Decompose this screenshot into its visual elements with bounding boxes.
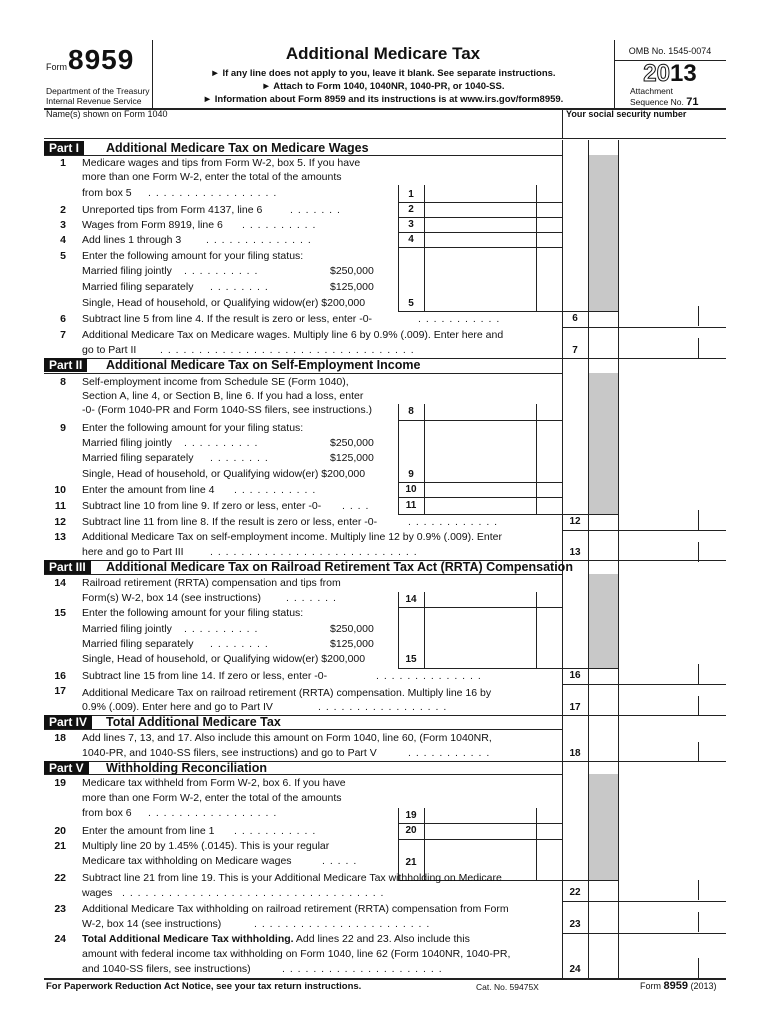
line-3-input[interactable] <box>426 218 560 232</box>
line-text: go to Part II <box>82 344 137 356</box>
line-text: . . . . . . . <box>286 592 337 604</box>
line-1-input[interactable] <box>426 186 560 200</box>
line-number: 7 <box>60 329 66 341</box>
line-text: amount with federal income tax withholding on Form 1040, line 62 (Form 1040NR, 1040-PR, <box>82 948 511 960</box>
line-text: $250,000 <box>330 265 374 277</box>
line-text: Enter the following amount for your filing status: <box>82 250 304 262</box>
instruction-line-2: ► Attach to Form 1040, 1040NR, 1040-PR, or 1040-SS. <box>261 81 505 92</box>
box-line-number: 19 <box>405 810 417 821</box>
line-number: 3 <box>60 219 66 231</box>
line-text: Married filing jointly <box>82 437 172 449</box>
form-number: 8959 <box>68 44 135 75</box>
name-field[interactable] <box>46 122 558 136</box>
part-2-tag: Part II <box>44 358 87 372</box>
line-text: Additional Medicare Tax on self-employment income. Multiply line 12 by 0.9% (.009). Enter <box>82 531 503 543</box>
line-11-input[interactable] <box>426 499 560 513</box>
box-line-number: 22 <box>569 887 581 898</box>
line-2-input[interactable] <box>426 203 560 217</box>
line-number: 18 <box>54 732 66 744</box>
line-text: . . . . . . . . . . . . . . . . . . . . . . . . . . . . . . . . . <box>160 344 415 356</box>
box-line-number: 17 <box>569 702 581 713</box>
ssn-label: Your social security number <box>566 109 687 119</box>
line-text: Married filing separately <box>82 281 194 293</box>
line-12-input[interactable] <box>620 515 724 529</box>
line-17-input[interactable] <box>620 700 724 714</box>
line-text: . . . . . . . . . . . . . . . . . <box>148 807 278 819</box>
form-label: Form <box>46 62 67 72</box>
part-5-title: Withholding Reconciliation <box>106 761 267 775</box>
box-line-number: 24 <box>569 964 581 975</box>
line-text: Married filing jointly <box>82 623 172 635</box>
line-number: 2 <box>60 204 66 216</box>
instruction-line-1: ► If any line does not apply to you, leave it blank. See separate instructions. <box>210 68 556 79</box>
line-text: . . . . . <box>322 855 358 867</box>
line-text: . . . . . . . . . . <box>184 437 259 449</box>
line-text: 1040-PR, and 1040-SS filers, see instructions) and go to Part V <box>82 747 377 759</box>
line-text: Multiply line 20 by 1.45% (.0145). This is your regular <box>82 840 330 852</box>
line-6-input[interactable] <box>620 312 724 326</box>
line-text: Add lines 7, 13, and 17. Also include this amount on Form 1040, line 60, (Form 1040NR, <box>82 732 492 744</box>
line-number: 12 <box>54 516 66 528</box>
line-text: . . . . . . . . . . <box>184 265 259 277</box>
line-text: Married filing separately <box>82 452 194 464</box>
line-text: . . . . . . . . . . <box>242 219 317 231</box>
line-number: 13 <box>54 531 66 543</box>
box-line-number: 5 <box>408 298 414 309</box>
line-number: 15 <box>54 607 66 619</box>
line-text: here and go to Part III <box>82 546 184 558</box>
line-8-input[interactable] <box>426 404 560 418</box>
line-text: Section A, line 4, or Section B, line 6. If you had a loss, enter <box>82 390 364 402</box>
line-text: . . . . . . . . . . . . . . . . . . . . . <box>282 963 443 975</box>
part-2-title: Additional Medicare Tax on Self-Employment Income <box>106 358 421 372</box>
sequence-number: 71 <box>686 96 699 108</box>
box-line-number: 15 <box>405 654 417 665</box>
box-line-number: 1 <box>408 189 414 200</box>
box-line-number: 14 <box>405 594 417 605</box>
line-text: . . . . <box>342 500 370 512</box>
line-21-input[interactable] <box>426 855 560 869</box>
box-line-number: 12 <box>569 516 581 527</box>
line-text: -0- (Form 1040-PR and Form 1040-SS filers, see instructions.) <box>82 404 373 416</box>
part-4-title: Total Additional Medicare Tax <box>106 715 281 729</box>
line-text: Wages from Form 8919, line 6 <box>82 219 223 231</box>
line-text: more than one Form W-2, enter the total of the amounts <box>82 792 342 804</box>
line-text: . . . . . . . . . . . <box>234 484 317 496</box>
line-7-input[interactable] <box>620 343 724 357</box>
box-line-number: 16 <box>569 670 581 681</box>
line-text: $125,000 <box>330 281 374 293</box>
box-line-number: 7 <box>572 345 578 356</box>
line-text: Additional Medicare Tax withholding on railroad retirement (RRTA) compensation from Form <box>82 903 509 915</box>
line-number: 8 <box>60 376 66 388</box>
line-number: 9 <box>60 422 66 434</box>
line-text: . . . . . . . . . . . . . . <box>206 234 312 246</box>
line-text: . . . . . . . <box>290 204 341 216</box>
line-text: $125,000 <box>330 638 374 650</box>
line-text: Self-employment income from Schedule SE (Form 1040), <box>82 376 349 388</box>
line-text: . . . . . . . . <box>210 638 269 650</box>
line-text: . . . . . . . . . . . . . . . . . <box>318 701 448 713</box>
sequence-label: Sequence No. 71 <box>630 96 699 108</box>
line-text: . . . . . . . . . . . . . . . . . <box>148 187 278 199</box>
line-text: Additional Medicare Tax on Medicare wages. Multiply line 6 by 0.9% (.009). Enter here and <box>82 329 504 341</box>
paperwork-notice: For Paperwork Reduction Act Notice, see your tax return instructions. <box>46 981 362 992</box>
line-10-input[interactable] <box>426 483 560 497</box>
line-text: $250,000 <box>330 437 374 449</box>
line-text: Subtract line 10 from line 9. If zero or less, enter -0- <box>82 500 322 512</box>
line-text: Subtract line 5 from line 4. If the result is zero or less, enter -0- <box>82 313 373 325</box>
line-text: and 1040-SS filers, see instructions) <box>82 963 251 975</box>
names-label: Name(s) shown on Form 1040 <box>46 109 168 119</box>
line-text: Medicare tax withholding on Medicare wages <box>82 855 292 867</box>
line-number: 22 <box>54 872 66 884</box>
instruction-line-3: ► Information about Form 8959 and its instructions is at www.irs.gov/form8959. <box>202 94 564 105</box>
line-text: Single, Head of household, or Qualifying widow(er) $200,000 <box>82 468 366 480</box>
dept-line2: Internal Revenue Service <box>46 96 142 106</box>
line-text: . . . . . . . . . . . <box>234 825 317 837</box>
line-22-input[interactable] <box>620 886 724 900</box>
box-line-number: 13 <box>569 547 581 558</box>
line-text: from box 5 <box>82 187 132 199</box>
line-15-input[interactable] <box>426 652 560 666</box>
line-text: . . . . . . . . <box>210 452 269 464</box>
line-number: 21 <box>54 840 66 852</box>
box-line-number: 20 <box>405 825 417 836</box>
line-number: 14 <box>54 577 66 589</box>
line-text: Enter the following amount for your filing status: <box>82 607 304 619</box>
line-number: 5 <box>60 250 66 262</box>
line-number: 17 <box>54 685 66 697</box>
line-14-input[interactable] <box>426 592 560 606</box>
part-1-title: Additional Medicare Tax on Medicare Wages <box>106 141 369 155</box>
line-text: $250,000 <box>330 623 374 635</box>
box-line-number: 23 <box>569 919 581 930</box>
line-23-input[interactable] <box>620 917 724 931</box>
line-text: . . . . . . . . . . . . . . . . . . . . . . . . . . . <box>210 546 418 558</box>
line-text: . . . . . . . . <box>210 281 269 293</box>
box-line-number: 9 <box>408 469 414 480</box>
line-text: . . . . . . . . . . . <box>418 313 501 325</box>
line-number: 6 <box>60 313 66 325</box>
line-number: 24 <box>54 933 66 945</box>
tax-year <box>614 60 726 88</box>
line-text: $125,000 <box>330 452 374 464</box>
line-text: more than one Form W-2, enter the total of the amounts <box>82 171 342 183</box>
line-text: W-2, box 14 (see instructions) <box>82 918 222 930</box>
box-line-number: 4 <box>408 234 414 245</box>
part-5-tag: Part V <box>44 761 89 775</box>
part-3-tag: Part III <box>44 560 91 574</box>
line-text: . . . . . . . . . . . <box>408 747 491 759</box>
omb-number: OMB No. 1545-0074 <box>628 46 712 56</box>
part-1-tag: Part I <box>44 141 84 155</box>
line-text: from box 6 <box>82 807 132 819</box>
line-5-input[interactable] <box>426 296 560 310</box>
form-title: Additional Medicare Tax <box>285 44 481 63</box>
line-number: 16 <box>54 670 66 682</box>
line-text: Married filing separately <box>82 638 194 650</box>
box-line-number: 6 <box>572 313 578 324</box>
line-number: 4 <box>60 234 66 246</box>
line-9-input[interactable] <box>426 467 560 481</box>
line-number: 11 <box>54 500 66 512</box>
year-outline: 20 <box>643 60 670 87</box>
line-number: 20 <box>54 825 66 837</box>
line-text: Subtract line 11 from line 8. If the result is zero or less, enter -0- <box>82 516 378 528</box>
catalog-number: Cat. No. 59475X <box>476 982 539 992</box>
line-text: Medicare wages and tips from Form W-2, box 5. If you have <box>82 157 361 169</box>
box-line-number: 2 <box>408 204 414 215</box>
line-text: Enter the amount from line 1 <box>82 825 215 837</box>
line-text: . . . . . . . . . . . . . . . . . . . . . . . <box>254 918 431 930</box>
footer-form-id: Form 8959 (2013) <box>640 980 717 992</box>
line-16-input[interactable] <box>620 669 724 683</box>
ssn-field[interactable] <box>566 122 724 136</box>
line-19-input[interactable] <box>426 808 560 822</box>
box-line-number: 3 <box>408 219 414 230</box>
line-text: Additional Medicare Tax on railroad retirement (RRTA) compensation. Multiply line 16 by <box>82 687 492 699</box>
line-text: 0.9% (.009). Enter here and go to Part IV <box>82 701 273 713</box>
box-line-number: 8 <box>408 406 414 417</box>
line-number: 23 <box>54 903 66 915</box>
box-line-number: 21 <box>405 857 417 868</box>
line-20-input[interactable] <box>426 824 560 838</box>
attachment-label: Attachment <box>630 86 673 96</box>
line-13-input[interactable] <box>620 545 724 559</box>
line-number: 1 <box>60 157 66 169</box>
line-text: Railroad retirement (RRTA) compensation and tips from <box>82 577 341 589</box>
box-line-number: 18 <box>569 748 581 759</box>
line-text: Unreported tips from Form 4137, line 6 <box>82 204 263 216</box>
line-text: Married filing jointly <box>82 265 172 277</box>
line-text: Enter the amount from line 4 <box>82 484 215 496</box>
line-text: Add lines 1 through 3 <box>82 234 182 246</box>
line-text: Subtract line 21 from line 19. This is your Additional Medicare Tax withholding on Medicare <box>82 872 502 884</box>
line-number: 19 <box>54 777 66 789</box>
line-text: Single, Head of household, or Qualifying widow(er) $200,000 <box>82 653 366 665</box>
line-text: Medicare tax withheld from Form W-2, box 6. If you have <box>82 777 346 789</box>
line-4-input[interactable] <box>426 233 560 247</box>
line-text: Total Additional Medicare Tax withholding. Add lines 22 and 23. Also include this <box>82 933 470 945</box>
part-4-tag: Part IV <box>44 715 92 729</box>
line-text: . . . . . . . . . . <box>184 623 259 635</box>
line-text: . . . . . . . . . . . . . . . . . . . . . . . . . . . . . . . . . . <box>122 887 385 899</box>
box-line-number: 10 <box>405 484 417 495</box>
line-24-input[interactable] <box>620 962 724 976</box>
line-text: Subtract line 15 from line 14. If zero or less, enter -0- <box>82 670 328 682</box>
line-text: . . . . . . . . . . . . . . <box>376 670 482 682</box>
line-number: 10 <box>54 484 66 496</box>
dept-line1: Department of the Treasury <box>46 86 150 96</box>
line-text: . . . . . . . . . . . . <box>408 516 499 528</box>
box-line-number: 11 <box>405 500 417 511</box>
year-bold: 13 <box>670 60 697 87</box>
line-text: Form(s) W-2, box 14 (see instructions) <box>82 592 261 604</box>
line-text: wages <box>82 887 113 899</box>
line-18-input[interactable] <box>620 746 724 760</box>
line-text: Single, Head of household, or Qualifying widow(er) $200,000 <box>82 297 366 309</box>
line-text: Enter the following amount for your filing status: <box>82 422 304 434</box>
part-3-title: Additional Medicare Tax on Railroad Retirement Tax Act (RRTA) Compensation <box>106 560 573 574</box>
